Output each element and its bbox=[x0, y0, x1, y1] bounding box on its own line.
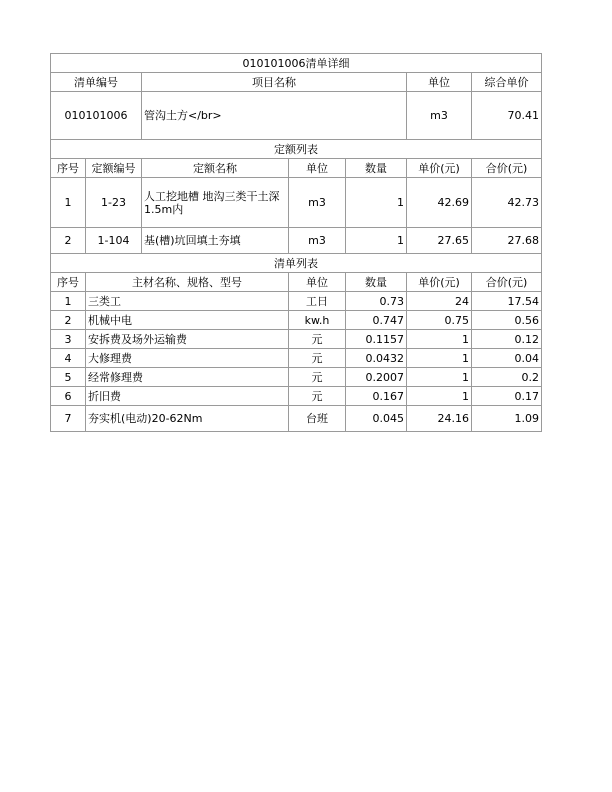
item-name: 管沟土方</br> bbox=[142, 92, 407, 140]
bill-no: 2 bbox=[51, 311, 86, 330]
bill-price: 1 bbox=[407, 387, 472, 406]
quota-header-name: 定额名称 bbox=[142, 159, 289, 178]
bill-row bbox=[51, 311, 542, 330]
quota-total: 27.68 bbox=[472, 228, 542, 254]
bill-header-no: 序号 bbox=[51, 273, 86, 292]
bill-header-qty: 数量 bbox=[346, 273, 407, 292]
bill-qty: 0.2007 bbox=[346, 368, 407, 387]
bill-qty: 0.045 bbox=[346, 406, 407, 432]
quota-name: 人工挖地槽 地沟三类干土深1.5m内 bbox=[142, 178, 289, 228]
bill-qty: 0.1157 bbox=[346, 330, 407, 349]
bill-qty: 0.747 bbox=[346, 311, 407, 330]
bill-price: 1 bbox=[407, 330, 472, 349]
bill-name: 经常修理费 bbox=[86, 368, 289, 387]
item-unit: m3 bbox=[407, 92, 472, 140]
bill-price: 24 bbox=[407, 292, 472, 311]
bill-unit: 元 bbox=[289, 330, 346, 349]
bill-unit: 元 bbox=[289, 387, 346, 406]
quota-row bbox=[51, 178, 542, 228]
bill-name: 大修理费 bbox=[86, 349, 289, 368]
bill-detail-sheet bbox=[50, 53, 541, 432]
bill-header-price: 单价(元) bbox=[407, 273, 472, 292]
quota-header-total: 合价(元) bbox=[472, 159, 542, 178]
bill-detail-table bbox=[50, 53, 542, 432]
bill-name: 折旧费 bbox=[86, 387, 289, 406]
bill-qty: 0.73 bbox=[346, 292, 407, 311]
bill-row bbox=[51, 349, 542, 368]
quota-header-price: 单价(元) bbox=[407, 159, 472, 178]
bill-row bbox=[51, 368, 542, 387]
item-price: 70.41 bbox=[472, 92, 542, 140]
bill-section-row bbox=[51, 254, 542, 273]
bill-total: 17.54 bbox=[472, 292, 542, 311]
bill-header-unit: 单位 bbox=[289, 273, 346, 292]
bill-no: 7 bbox=[51, 406, 86, 432]
quota-header-qty: 数量 bbox=[346, 159, 407, 178]
item-row bbox=[51, 92, 542, 140]
price-header: 综合单价 bbox=[472, 73, 542, 92]
quota-section-row bbox=[51, 140, 542, 159]
quota-no: 2 bbox=[51, 228, 86, 254]
bill-price: 1 bbox=[407, 368, 472, 387]
bill-header-name: 主材名称、规格、型号 bbox=[86, 273, 289, 292]
bill-total: 0.56 bbox=[472, 311, 542, 330]
bill-header-row bbox=[51, 273, 542, 292]
bill-header-total: 合价(元) bbox=[472, 273, 542, 292]
bill-name: 三类工 bbox=[86, 292, 289, 311]
bill-price: 1 bbox=[407, 349, 472, 368]
item-header-row bbox=[51, 73, 542, 92]
sheet-title: 010101006清单详细 bbox=[51, 54, 542, 73]
bill-unit: 台班 bbox=[289, 406, 346, 432]
quota-name: 基(槽)坑回填土夯填 bbox=[142, 228, 289, 254]
quota-unit: m3 bbox=[289, 228, 346, 254]
code-header: 清单编号 bbox=[51, 73, 142, 92]
quota-qty: 1 bbox=[346, 178, 407, 228]
quota-section-title: 定额列表 bbox=[51, 140, 542, 159]
quota-price: 42.69 bbox=[407, 178, 472, 228]
bill-no: 4 bbox=[51, 349, 86, 368]
name-header: 项目名称 bbox=[142, 73, 407, 92]
bill-no: 5 bbox=[51, 368, 86, 387]
bill-row bbox=[51, 406, 542, 432]
bill-name: 夯实机(电动)20-62Nm bbox=[86, 406, 289, 432]
bill-total: 0.04 bbox=[472, 349, 542, 368]
quota-no: 1 bbox=[51, 178, 86, 228]
bill-total: 1.09 bbox=[472, 406, 542, 432]
bill-price: 24.16 bbox=[407, 406, 472, 432]
item-code: 010101006 bbox=[51, 92, 142, 140]
quota-total: 42.73 bbox=[472, 178, 542, 228]
title-row bbox=[51, 54, 542, 73]
bill-unit: 元 bbox=[289, 349, 346, 368]
quota-code: 1-104 bbox=[86, 228, 142, 254]
bill-unit: 元 bbox=[289, 368, 346, 387]
bill-name: 安拆费及场外运输费 bbox=[86, 330, 289, 349]
bill-unit: 工日 bbox=[289, 292, 346, 311]
bill-total: 0.2 bbox=[472, 368, 542, 387]
bill-row bbox=[51, 387, 542, 406]
bill-total: 0.12 bbox=[472, 330, 542, 349]
quota-code: 1-23 bbox=[86, 178, 142, 228]
quota-price: 27.65 bbox=[407, 228, 472, 254]
bill-no: 1 bbox=[51, 292, 86, 311]
quota-qty: 1 bbox=[346, 228, 407, 254]
bill-price: 0.75 bbox=[407, 311, 472, 330]
quota-header-code: 定额编号 bbox=[86, 159, 142, 178]
quota-unit: m3 bbox=[289, 178, 346, 228]
bill-qty: 0.167 bbox=[346, 387, 407, 406]
bill-name: 机械中电 bbox=[86, 311, 289, 330]
bill-row bbox=[51, 292, 542, 311]
quota-row bbox=[51, 228, 542, 254]
quota-header-no: 序号 bbox=[51, 159, 86, 178]
bill-qty: 0.0432 bbox=[346, 349, 407, 368]
bill-total: 0.17 bbox=[472, 387, 542, 406]
unit-header: 单位 bbox=[407, 73, 472, 92]
quota-header-unit: 单位 bbox=[289, 159, 346, 178]
bill-row bbox=[51, 330, 542, 349]
bill-no: 6 bbox=[51, 387, 86, 406]
bill-no: 3 bbox=[51, 330, 86, 349]
bill-unit: kw.h bbox=[289, 311, 346, 330]
quota-header-row bbox=[51, 159, 542, 178]
bill-section-title: 清单列表 bbox=[51, 254, 542, 273]
